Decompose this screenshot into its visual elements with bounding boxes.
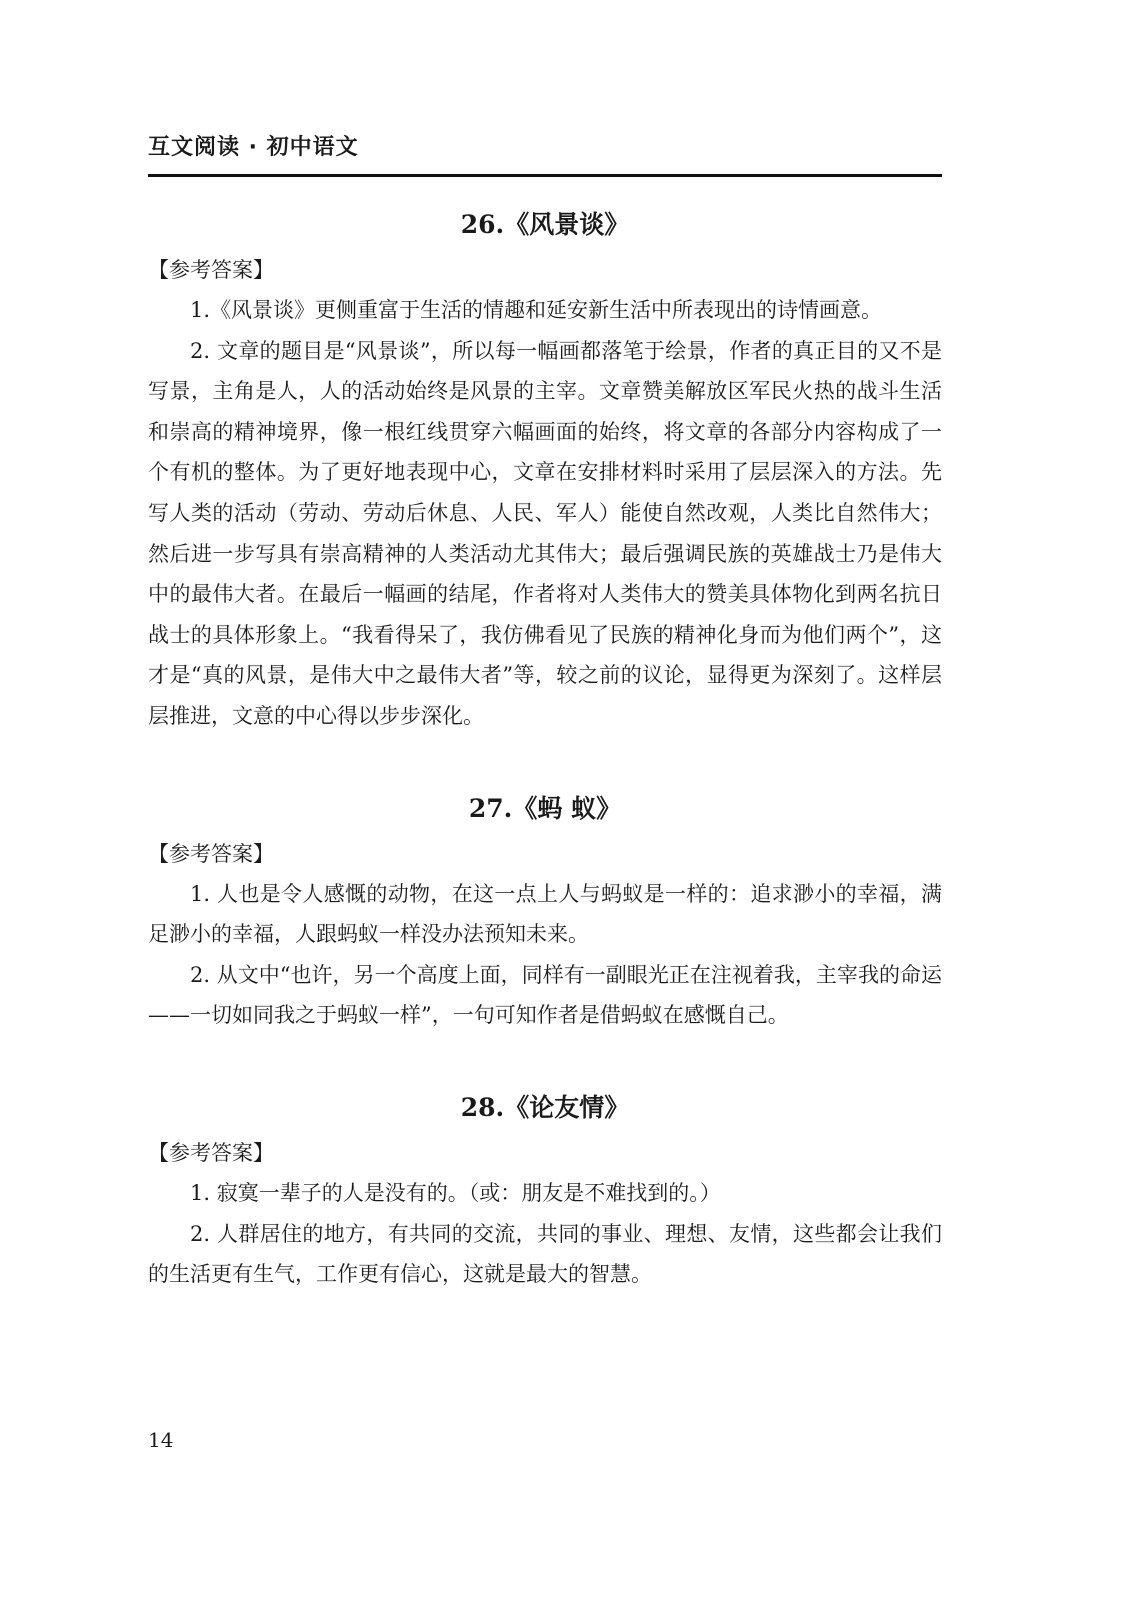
answer-paragraph: 2. 从文中“也许，另一个高度上面，同样有一副眼光正在注视着我，主宰我的命运——一切如同我之于蚂蚁一样”，一句可知作者是借蚂蚁在感慨自己。 [148, 962, 942, 1028]
header-rule [148, 174, 942, 177]
answer-paragraph: 2. 文章的题目是“风景谈”，所以每一幅画都落笔于绘景，作者的真正目的又不是写景，主角是人，人的活动始终是风景的主宰。文章赞美解放区军民火热的战斗生活和崇高的精神境界，像一根红线贯穿六幅画面的始终，将文章的各部分内容构成了一个有机的整体。为了更好地表现中心，文章在安排材料时采用了层层深入的方法。先写人类的活动（劳动、劳动后休息、人民、军人）能使自然改观，人类比自然伟大；然后进一步写具有崇高精神的人类活动尤其伟大；最后强调民族的英雄战士乃是伟大中的最伟大者。在最后一幅画的结尾，作者将对人类伟大的赞美具体物化到两名抗日战士的具体形象上。“我看得呆了，我仿佛看见了民族的精神化身而为他们两个”，这才是“真的风景，是伟大中之最伟大者”等，较之前的议论，显得更为深刻了。这样层层推进，文意的中心得以步步深化。 [148, 338, 942, 728]
answer-label: 【参考答案】 [148, 841, 274, 866]
answer-label: 【参考答案】 [148, 1140, 274, 1165]
answer-paragraph: 1. 寂寞一辈子的人是没有的。（或：朋友是不难找到的。） [190, 1180, 721, 1205]
answer-paragraph: 2. 人群居住的地方，有共同的交流，共同的事业、理想、友情，这些都会让我们的生活更有生气，工作更有信心，这就是最大的智慧。 [148, 1221, 942, 1287]
section-title: 26.《风景谈》 [460, 210, 630, 239]
answer-label: 【参考答案】 [148, 258, 274, 282]
section-26 [148, 200, 942, 737]
section-28 [148, 1083, 942, 1295]
answer-paragraph: 1.《风景谈》更侧重富于生活的情趣和延安新生活中所表现出的诗情画意。 [190, 298, 883, 322]
section-title: 27.《蚂 蚁》 [468, 793, 622, 823]
section-27 [148, 784, 942, 1036]
answer-paragraph: 1. 人也是令人感慨的动物，在这一点上人与蚂蚁是一样的：追求渺小的幸福，满足渺小的幸福，人跟蚂蚁一样没办法预知未来。 [148, 881, 942, 947]
running-header-title: 互文阅读 · 初中语文 [148, 135, 359, 160]
page-number: 14 [148, 1428, 174, 1452]
page-content [148, 200, 942, 1295]
section-title: 28.《论友情》 [460, 1092, 630, 1122]
